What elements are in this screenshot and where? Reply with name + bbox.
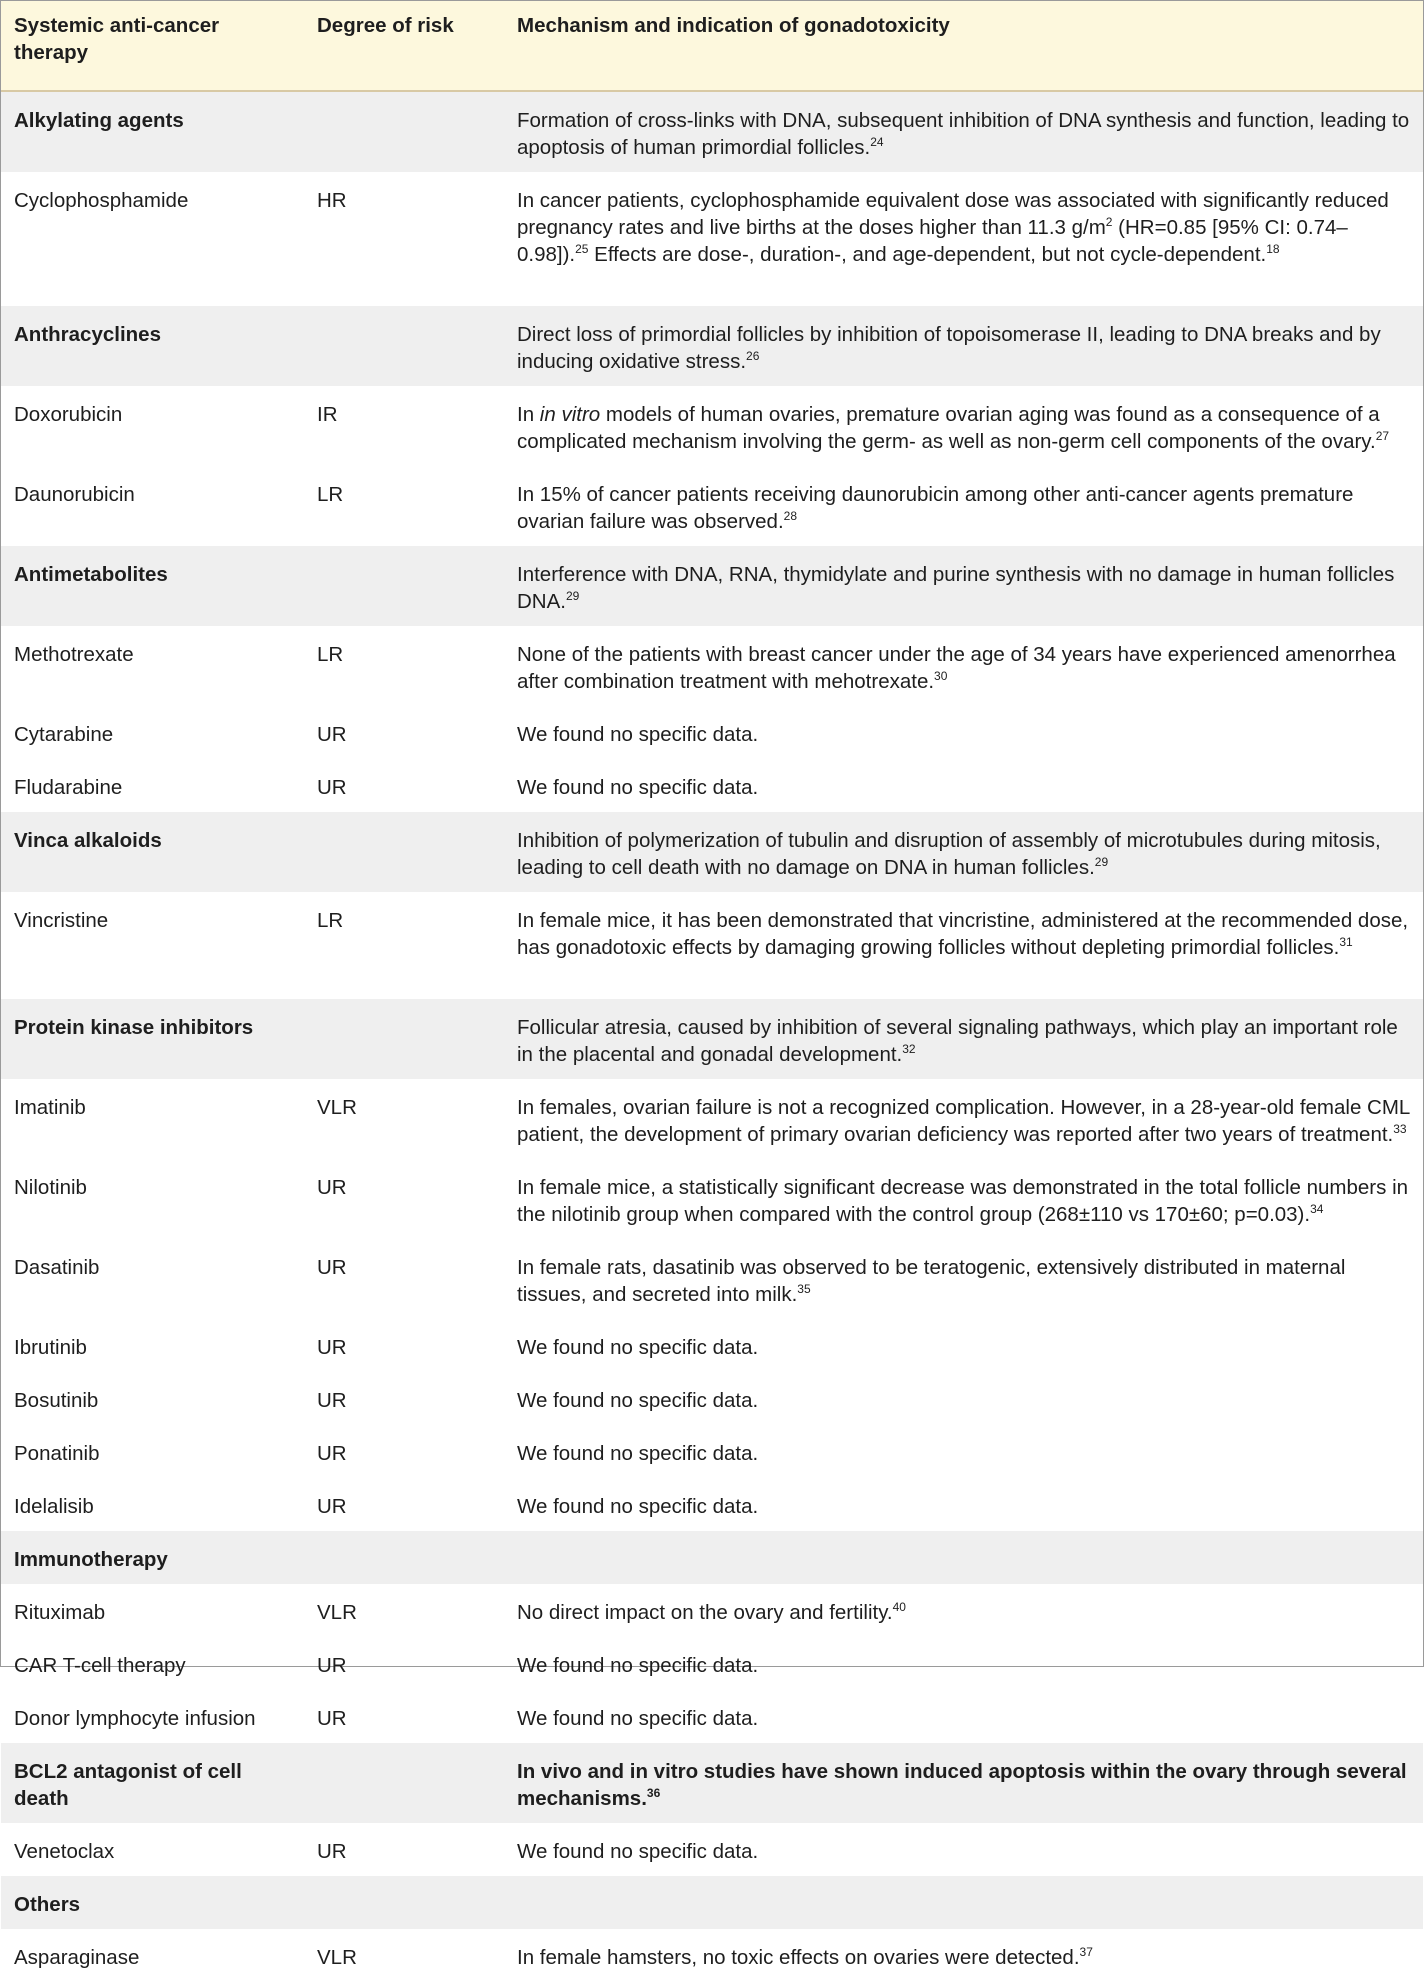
agent-cell: Alkylating agents [1, 91, 304, 172]
table-row [1, 546, 1423, 626]
header-risk: Degree of risk [304, 1, 504, 91]
mechanism-cell: We found no specific data. [517, 1840, 759, 1863]
agent-cell: Daunorubicin [14, 483, 135, 506]
risk-cell: VLR [317, 1946, 357, 1969]
mechanism-cell: None of the patients with breast cancer under the age of 34 years have experienced amenorrhea after combination treatment with mehotrexate.$^{30}$ [517, 643, 1396, 693]
risk-cell: LR [317, 643, 344, 666]
mechanism-cell: We found no specific data. [517, 1442, 759, 1465]
gonadotoxicity-table [1, 1, 1423, 1982]
risk-cell: UR [317, 1495, 347, 1518]
agent-cell: Idelalisib [14, 1495, 94, 1518]
table-row [1, 306, 1423, 386]
agent-cell: Ponatinib [14, 1442, 100, 1465]
table-row [1, 1531, 1423, 1584]
risk-cell [304, 999, 504, 1079]
risk-cell [304, 1743, 504, 1823]
mechanism-cell [504, 1531, 1423, 1584]
risk-cell: VLR [317, 1601, 357, 1624]
risk-cell [304, 306, 504, 386]
table-row [1, 1637, 1423, 1690]
table-row [1, 172, 1423, 306]
table-row [1, 1876, 1423, 1929]
risk-cell: IR [317, 403, 338, 426]
risk-cell: VLR [317, 1096, 357, 1119]
mechanism-cell: In 15% of cancer patients receiving daunorubicin among other anti-cancer agents premature ovarian failure was observed.$^{28}$ [517, 483, 1354, 533]
risk-cell [304, 546, 504, 626]
header-therapy: Systemic anti-cancer therapy [1, 1, 304, 91]
table-row [1, 1425, 1423, 1478]
mechanism-cell: Formation of cross-links with DNA, subsequent inhibition of DNA synthesis and function, leading to apoptosis of human primordial follicles.$^{24}$ [504, 91, 1423, 172]
risk-cell: LR [317, 909, 344, 932]
table-row [1, 1159, 1423, 1239]
table-row [1, 1584, 1423, 1637]
agent-cell: Fludarabine [14, 776, 123, 799]
mechanism-cell: In vivo and in vitro studies have shown induced apoptosis within the ovary through several mechanisms.$^{36}$ [504, 1743, 1423, 1823]
mechanism-cell: In females, ovarian failure is not a recognized complication. However, in a 28-year-old female CML patient, the development of primary ovarian deficiency was reported after two years of treatment.$^{33}$ [517, 1096, 1410, 1146]
table-row [1, 1929, 1423, 1982]
agent-cell: Methotrexate [14, 643, 134, 666]
mechanism-cell: Inhibition of polymerization of tubulin and disruption of assembly of microtubules during mitosis, leading to cell death with no damage on DNA in human follicles.$^{29}$ [504, 812, 1423, 892]
header-mechanism: Mechanism and indication of gonadotoxicity [504, 1, 1423, 91]
agent-cell: Doxorubicin [14, 403, 123, 426]
mechanism-cell: We found no specific data. [517, 1654, 759, 1677]
risk-cell: UR [317, 776, 347, 799]
mechanism-cell: We found no specific data. [517, 723, 759, 746]
agent-cell: Venetoclax [14, 1840, 115, 1863]
agent-cell: Antimetabolites [1, 546, 304, 626]
table-row [1, 386, 1423, 466]
mechanism-cell: No direct impact on the ovary and fertility.$^{40}$ [517, 1600, 906, 1624]
agent-cell: Immunotherapy [1, 1531, 304, 1584]
agent-cell: Vinca alkaloids [1, 812, 304, 892]
agent-cell: Protein kinase inhibitors [1, 999, 304, 1079]
mechanism-cell: In female rats, dasatinib was observed to be teratogenic, extensively distributed in maternal tissues, and secreted into milk.$^{35}$ [517, 1256, 1346, 1306]
mechanism-cell: In cancer patients, cyclophosphamide equivalent dose was associated with significantly reduced pregnancy rates and live births at the doses higher than 11.3 $g/m^2$ (HR=0.85 [95% CI: 0.74–0.98]).$^{25}$ Effects are dose-, duration-, and age-dependent, but not cycle-dependent.$^{18}$ [517, 189, 1389, 266]
mechanism-cell: We found no specific data. [517, 1707, 759, 1730]
risk-cell [304, 812, 504, 892]
table-row [1, 1239, 1423, 1319]
mechanism-cell: In female mice, a statistically significant decrease was demonstrated in the total follicle numbers in the nilotinib group when compared with the control group (268±110 vs 170±60; p=0.03).$^{34}$ [517, 1176, 1409, 1226]
table-row [1, 466, 1423, 546]
risk-cell: UR [317, 1654, 347, 1677]
mechanism-cell: Follicular atresia, caused by inhibition of several signaling pathways, which play an important role in the placental and gonadal development.$^{32}$ [504, 999, 1423, 1079]
risk-cell: UR [317, 723, 347, 746]
agent-cell: Rituximab [14, 1601, 106, 1624]
risk-cell: UR [317, 1256, 347, 1279]
table-row [1, 1319, 1423, 1372]
risk-cell: UR [317, 1176, 347, 1199]
table-row [1, 706, 1423, 759]
agent-cell: CAR T-cell therapy [14, 1654, 186, 1677]
mechanism-cell: We found no specific data. [517, 1389, 759, 1412]
risk-cell: UR [317, 1336, 347, 1359]
risk-cell [304, 1531, 504, 1584]
risk-cell: UR [317, 1840, 347, 1863]
mechanism-cell: Direct loss of primordial follicles by inhibition of topoisomerase II, leading to DNA breaks and by inducing oxidative stress.$^{26}$ [504, 306, 1423, 386]
table-row [1, 759, 1423, 812]
mechanism-cell: Interference with DNA, RNA, thymidylate and purine synthesis with no damage in human follicles DNA.$^{29}$ [504, 546, 1423, 626]
table-row [1, 626, 1423, 706]
risk-cell: LR [317, 483, 344, 506]
table-row [1, 1690, 1423, 1743]
table-row [1, 1823, 1423, 1876]
mechanism-cell: In female mice, it has been demonstrated that vincristine, administered at the recommended dose, has gonadotoxic effects by damaging growing follicles without depleting primordial follicles.$^{31}$ [517, 909, 1409, 959]
mechanism-cell: In female hamsters, no toxic effects on ovaries were detected.$^{37}$ [517, 1945, 1093, 1969]
mechanism-cell: We found no specific data. [517, 1495, 759, 1518]
agent-cell: Cyclophosphamide [14, 189, 189, 212]
agent-cell: Anthracyclines [1, 306, 304, 386]
agent-cell: Donor lymphocyte infusion [14, 1707, 256, 1730]
agent-cell: Imatinib [14, 1096, 86, 1119]
table-row [1, 1079, 1423, 1159]
agent-cell: Bosutinib [14, 1389, 99, 1412]
risk-cell [304, 1876, 504, 1929]
mechanism-cell [504, 1876, 1423, 1929]
agent-cell: Cytarabine [14, 723, 114, 746]
risk-cell [304, 91, 504, 172]
header-row [1, 1, 1423, 91]
mechanism-cell: We found no specific data. [517, 776, 759, 799]
agent-cell: BCL2 antagonist of cell death [1, 1743, 304, 1823]
table-row [1, 1743, 1423, 1823]
table-row [1, 91, 1423, 172]
risk-cell: UR [317, 1442, 347, 1465]
risk-cell: HR [317, 189, 347, 212]
agent-cell: Others [1, 1876, 304, 1929]
agent-cell: Asparaginase [14, 1946, 140, 1969]
table-row [1, 1478, 1423, 1531]
agent-cell: Ibrutinib [14, 1336, 87, 1359]
risk-cell: UR [317, 1389, 347, 1412]
table-row [1, 892, 1423, 999]
table-row [1, 999, 1423, 1079]
table-row [1, 812, 1423, 892]
table-row [1, 1372, 1423, 1425]
risk-cell: UR [317, 1707, 347, 1730]
agent-cell: Nilotinib [14, 1176, 87, 1199]
agent-cell: Dasatinib [14, 1256, 100, 1279]
mechanism-cell: We found no specific data. [517, 1336, 759, 1359]
mechanism-cell: In in vitro models of human ovaries, premature ovarian aging was found as a consequence of a complicated mechanism involving the germ- as well as non-germ cell components of the ovary.$^{27}$ [517, 403, 1390, 453]
agent-cell: Vincristine [14, 909, 109, 932]
